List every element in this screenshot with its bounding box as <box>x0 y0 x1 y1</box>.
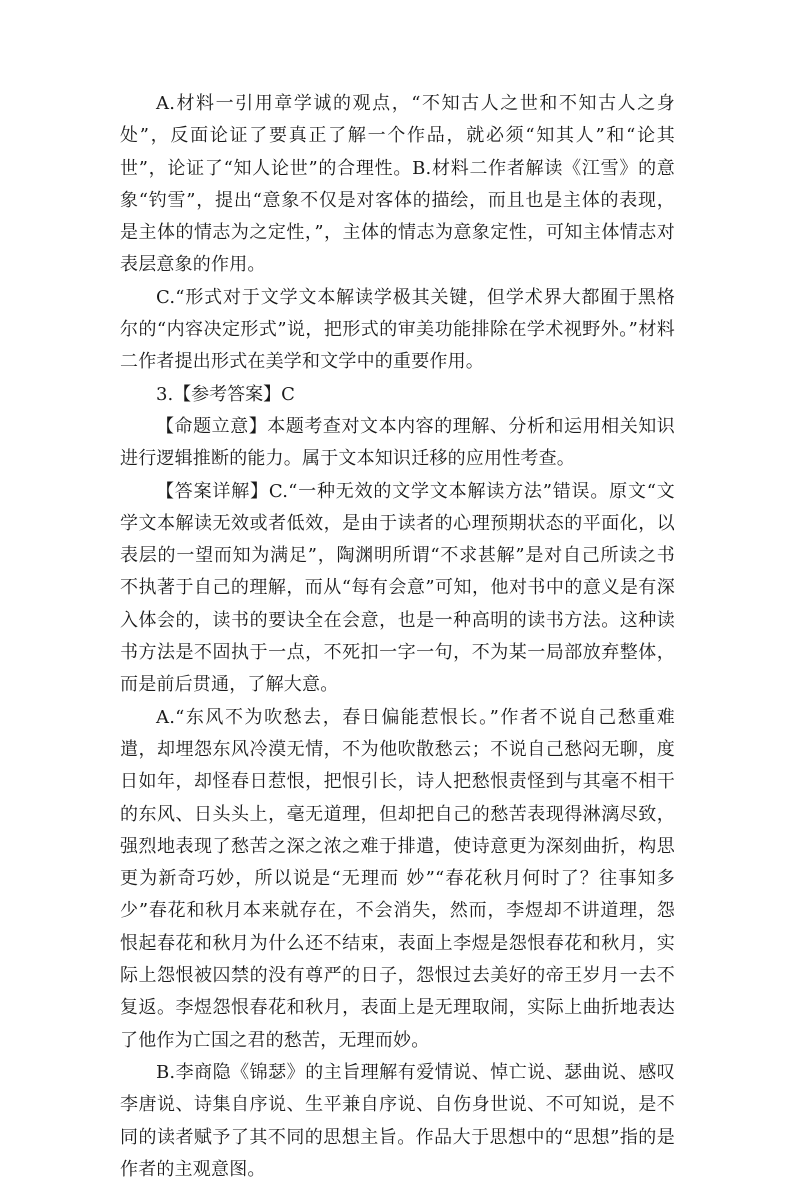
paragraph-option-c: C.“形式对于文学文本解读学极其关键，但学术界大都囿于黑格尔的“内容决定形式”说，把形式的审美功能排除在学术视野外。”材料二作者提出形式在美学和文学中的重要作用。 <box>120 286 675 373</box>
paragraph-intent: 【命题立意】本题考查对文本内容的理解、分析和运用相关知识进行逻辑推断的能力。属于文本知识迁移的应用性考查。 <box>120 415 675 470</box>
paragraph-option-a-b: A.材料一引用章学诚的观点，“不知古人之世和不知古人之身处”，反面论证了要真正了解一个作品，就必须“知其人”和“论其世”，论证了“知人论世”的合理性。B.材料二作者解读《江雪》的意象“钓雪”，提出“意象不仅是对客体的描绘，而且也是主体的表现，是主体的情志为之定性，”，主体的情志为意象定性，可知主体情志对表层意象的作用。 <box>120 93 675 276</box>
document-page <box>120 88 675 1186</box>
reference-answer: 3.【参考答案】C <box>156 383 295 405</box>
paragraph-analysis-b: B.李商隐《锦瑟》的主旨理解有爱情说、悼亡说、瑟曲说、感叹李唐说、诗集自序说、生平兼自序说、自伤身世说、不可知说，是不同的读者赋予了其不同的思想主旨。作品大于思想中的“思想”指的是作者的主观意图。 <box>120 1061 675 1180</box>
paragraph-analysis-a: A.“东风不为吹愁去，春日偏能惹恨长。”作者不说自己愁重难遣，却埋怨东风冷漠无情，不为他吹散愁云；不说自己愁闷无聊，度日如年，却怪春日惹恨，把恨引长，诗人把愁恨责怪到与其毫不相干的东风、日头头上，毫无道理，但却把自己的愁苦表现得淋漓尽致，强烈地表现了愁苦之深之浓之难于排遣，使诗意更为深刻曲折，构思更为新奇巧妙，所以说是“无理而 妙”“春花秋月何时了？往事知多少”春花和秋月本来就存在，不会消失，然而，李煜却不讲道理，怨恨起春花和秋月为什么还不结束，表面上李煜是怨恨春花和秋月，实际上怨恨被囚禁的没有尊严的日子，怨恨过去美好的帝王岁月一去不复返。李煜怨恨春花和秋月，表面上是无理取闹，实际上曲折地表达了他作为亡国之君的愁苦，无理而妙。 <box>120 706 675 1051</box>
paragraph-answer-detail: 【答案详解】C.“一种无效的文学文本解读方法”错误。原文“文学文本解读无效或者低效，是由于读者的心理预期状态的平面化，以表层的一望而知为满足”，陶渊明所谓“不求甚解”是对自己所读之书不执著于自己的理解，而从“每有会意”可知，他对书中的意义是有深入体会的，读书的要诀全在会意，也是一种高明的读书方法。这种读书方法是不固执于一点，不死扣一字一句，不为某一局部放弃整体，而是前后贯通，了解大意。 <box>120 480 675 696</box>
